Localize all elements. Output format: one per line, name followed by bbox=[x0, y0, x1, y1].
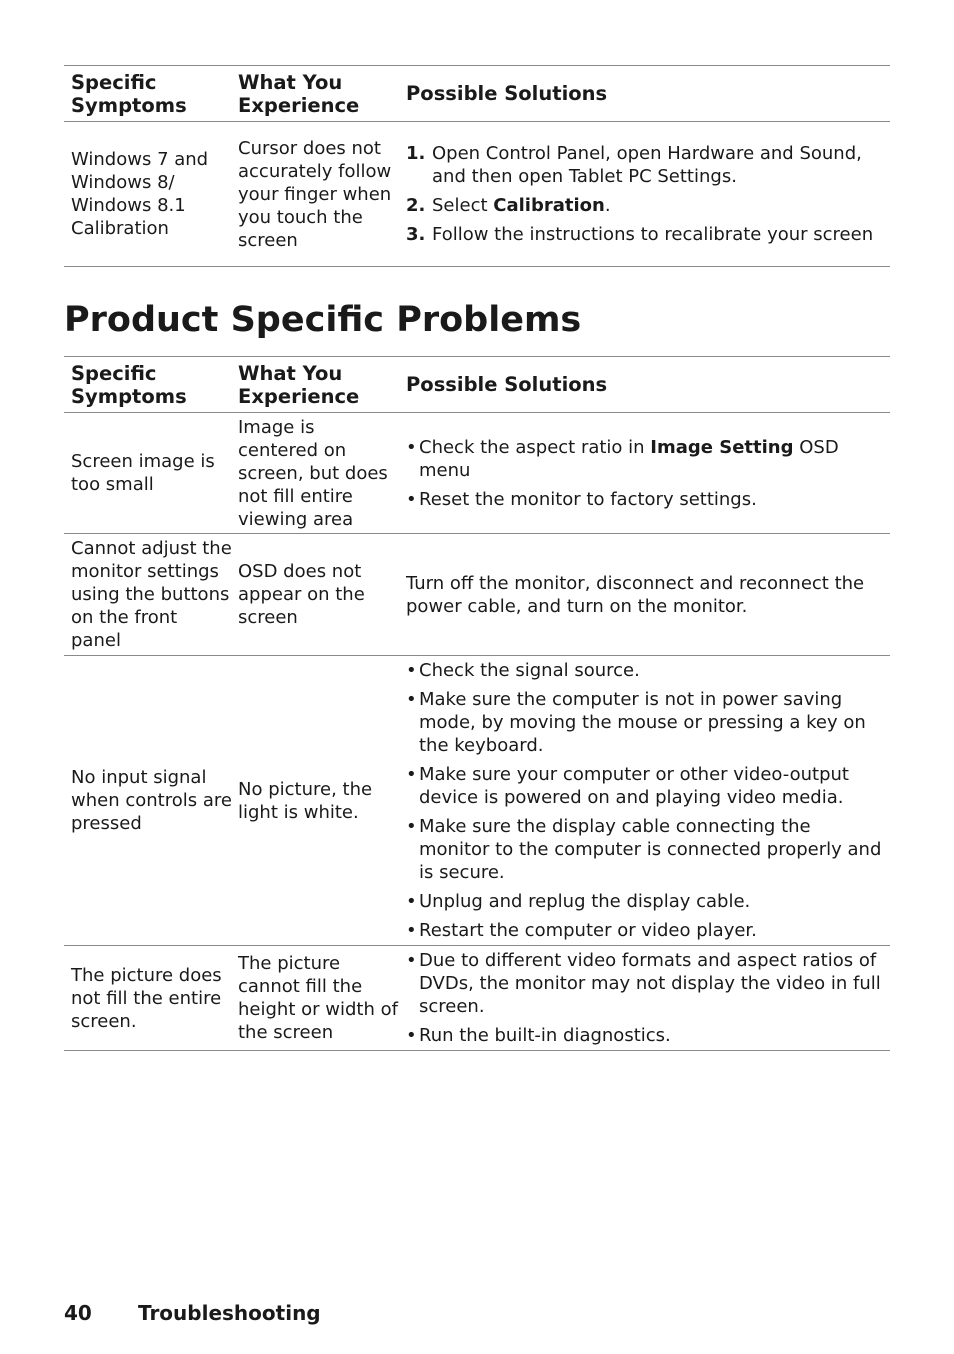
step-number: 3. bbox=[406, 224, 426, 245]
header-symptoms: Specific Symptoms bbox=[71, 361, 187, 408]
step-text-post: . bbox=[604, 195, 611, 216]
table-row bbox=[64, 656, 890, 946]
bullet-text: Make sure the display cable connecting the monitor to the computer is connected properly and is secure. bbox=[419, 816, 882, 883]
solution-cell: Turn off the monitor, disconnect and reconnect the power cable, and turn on the monitor. bbox=[406, 572, 865, 617]
experience-cell: Image is centered on screen, but does not fill entire viewing area bbox=[238, 416, 388, 530]
bullet-text-post: OSD menu bbox=[419, 436, 839, 481]
bullet-mark: • bbox=[406, 891, 417, 912]
step-text: Open Control Panel, open Hardware and Sound, and then open Tablet PC Settings. bbox=[432, 143, 862, 187]
solution-bullet bbox=[406, 488, 884, 511]
header-experience: What You Experience bbox=[238, 361, 360, 408]
header-solutions: Possible Solutions bbox=[406, 373, 608, 396]
symptom-cell: No input signal when controls are pressed bbox=[71, 767, 232, 834]
symptom-cell: Cannot adjust the monitor settings using the buttons on the front panel bbox=[71, 538, 232, 651]
bullet-mark: • bbox=[406, 920, 417, 941]
calibration-term: Calibration bbox=[493, 195, 605, 216]
bullet-text: Check the signal source. bbox=[419, 660, 640, 681]
section-title: Product Specific Problems bbox=[64, 300, 582, 340]
step-number: 1. bbox=[406, 143, 426, 164]
step-text bbox=[432, 194, 884, 217]
experience-cell: Cursor does not accurately follow your finger when you touch the screen bbox=[238, 137, 392, 251]
table-row bbox=[64, 413, 890, 534]
solution-bullet bbox=[406, 890, 884, 913]
bullet-mark: • bbox=[406, 488, 417, 510]
solution-bullet bbox=[406, 436, 884, 482]
experience-cell: OSD does not appear on the screen bbox=[238, 561, 365, 628]
page-footer bbox=[64, 1300, 321, 1326]
page-number: 40 bbox=[64, 1301, 92, 1325]
solution-cell bbox=[400, 436, 890, 511]
bullet-text-pre: Check the aspect ratio in bbox=[419, 436, 651, 458]
image-setting-term: Image Setting bbox=[650, 436, 794, 458]
table-row bbox=[64, 122, 890, 267]
step-text: Follow the instructions to recalibrate your screen bbox=[432, 224, 874, 245]
solution-bullet bbox=[406, 688, 884, 757]
solution-step bbox=[406, 194, 884, 217]
bullet-text: Due to different video formats and aspect ratios of DVDs, the monitor may not display the video in full screen. bbox=[419, 950, 881, 1017]
bullet-text: Reset the monitor to factory settings. bbox=[419, 488, 757, 510]
solution-cell bbox=[400, 659, 890, 942]
experience-cell: The picture cannot fill the height or width of the screen bbox=[238, 953, 398, 1043]
header-experience: What You Experience bbox=[238, 70, 360, 117]
step-number: 2. bbox=[406, 195, 426, 216]
bullet-mark: • bbox=[406, 1025, 417, 1046]
footer-section-title: Troubleshooting bbox=[138, 1301, 321, 1325]
solution-bullet bbox=[406, 949, 884, 1018]
solution-cell bbox=[400, 949, 890, 1047]
solution-bullet bbox=[406, 659, 884, 682]
bullet-text: Make sure the computer is not in power saving mode, by moving the mouse or pressing a key on the keyboard. bbox=[419, 689, 866, 756]
table-row bbox=[64, 534, 890, 656]
bullet-mark: • bbox=[406, 689, 417, 710]
bullet-mark: • bbox=[406, 764, 417, 785]
solution-bullet bbox=[406, 763, 884, 809]
product-problems-table bbox=[64, 356, 890, 1051]
step-text-pre: Select bbox=[432, 195, 494, 216]
header-symptoms: Specific Symptoms bbox=[71, 70, 187, 117]
symptom-cell: Screen image is too small bbox=[71, 451, 215, 495]
solution-bullet bbox=[406, 919, 884, 942]
bullet-text: Run the built-in diagnostics. bbox=[419, 1025, 671, 1046]
solution-cell bbox=[400, 142, 890, 246]
bullet-mark: • bbox=[406, 950, 417, 971]
bullet-text: Make sure your computer or other video-output device is powered on and playing video media. bbox=[419, 764, 849, 808]
experience-cell: No picture, the light is white. bbox=[238, 778, 373, 823]
solution-bullet bbox=[406, 815, 884, 884]
symptom-cell: The picture does not fill the entire screen. bbox=[71, 964, 222, 1032]
bullet-text: Unplug and replug the display cable. bbox=[419, 891, 751, 912]
calibration-table bbox=[64, 65, 890, 267]
table-header-row bbox=[64, 66, 890, 122]
symptom-cell: Windows 7 and Windows 8/ Windows 8.1 Calibration bbox=[71, 149, 209, 239]
table-header-row bbox=[64, 357, 890, 413]
bullet-mark: • bbox=[406, 660, 417, 681]
solution-step bbox=[406, 142, 884, 188]
solution-step bbox=[406, 223, 884, 246]
header-solutions: Possible Solutions bbox=[406, 82, 608, 105]
bullet-text: Restart the computer or video player. bbox=[419, 920, 757, 941]
bullet-text bbox=[419, 436, 884, 482]
table-row bbox=[64, 946, 890, 1051]
bullet-mark: • bbox=[406, 816, 417, 837]
bullet-mark: • bbox=[406, 436, 417, 458]
solution-bullet bbox=[406, 1024, 884, 1047]
